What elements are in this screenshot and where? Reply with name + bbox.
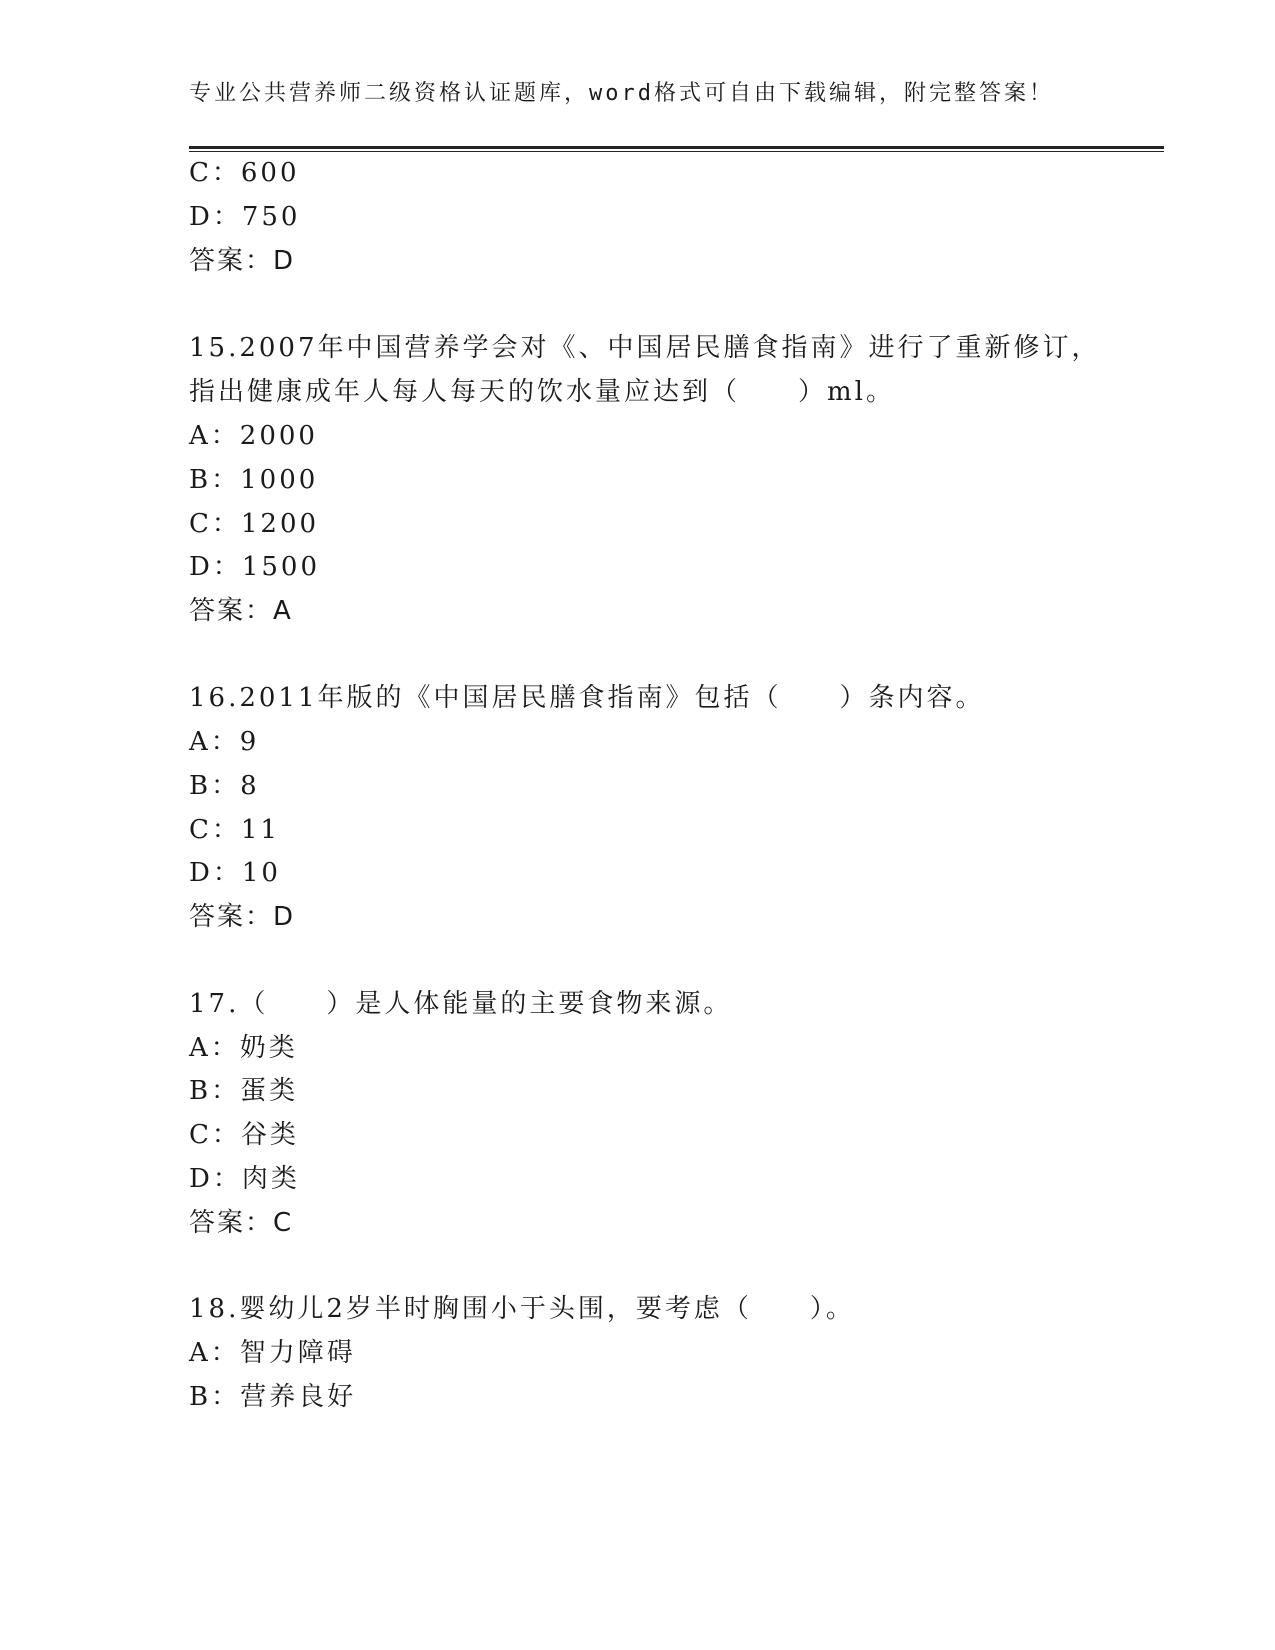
q16-option-b: B：8 — [189, 771, 260, 801]
q17-stem: 17.（ ）是人体能量的主要食物来源。 — [189, 989, 733, 1019]
prev-option-d: D：750 — [189, 202, 301, 232]
q18-option-a: A：智力障碍 — [189, 1338, 356, 1368]
q15-stem-line2: 指出健康成年人每人每天的饮水量应达到（ ）ml。 — [189, 377, 895, 407]
q18-stem: 18.婴幼儿2岁半时胸围小于头围，要考虑（ ）。 — [189, 1294, 855, 1324]
q15-stem-line1: 15.2007年中国营养学会对《、中国居民膳食指南》进行了重新修订， — [189, 333, 1101, 363]
prev-option-c: C：600 — [189, 158, 300, 188]
q17-option-c: C：谷类 — [189, 1120, 299, 1150]
header-rule — [189, 146, 1164, 149]
q15-option-c: C：1200 — [189, 509, 320, 539]
q16-option-d: D：10 — [189, 858, 281, 888]
q16-option-a: A：9 — [189, 727, 260, 757]
q16-option-c: C：11 — [189, 815, 280, 845]
q15-option-d: D：1500 — [189, 552, 321, 582]
page-header: 专业公共营养师二级资格认证题库，word格式可自由下载编辑，附完整答案！ — [189, 81, 1054, 106]
q16-stem: 16.2011年版的《中国居民膳食指南》包括（ ）条内容。 — [189, 683, 985, 713]
q15-option-a: A：2000 — [189, 421, 318, 451]
header-rule-thin — [189, 151, 1164, 152]
q16-answer: 答案：D — [189, 902, 296, 932]
prev-answer: 答案：D — [189, 246, 296, 276]
q17-option-d: D：肉类 — [189, 1164, 300, 1194]
q15-answer: 答案：A — [189, 596, 293, 626]
q18-option-b: B：营养良好 — [189, 1382, 357, 1412]
q15-option-b: B：1000 — [189, 465, 319, 495]
q17-answer: 答案：C — [189, 1208, 294, 1238]
q17-option-b: B：蛋类 — [189, 1076, 299, 1106]
q17-option-a: A：奶类 — [189, 1033, 298, 1063]
